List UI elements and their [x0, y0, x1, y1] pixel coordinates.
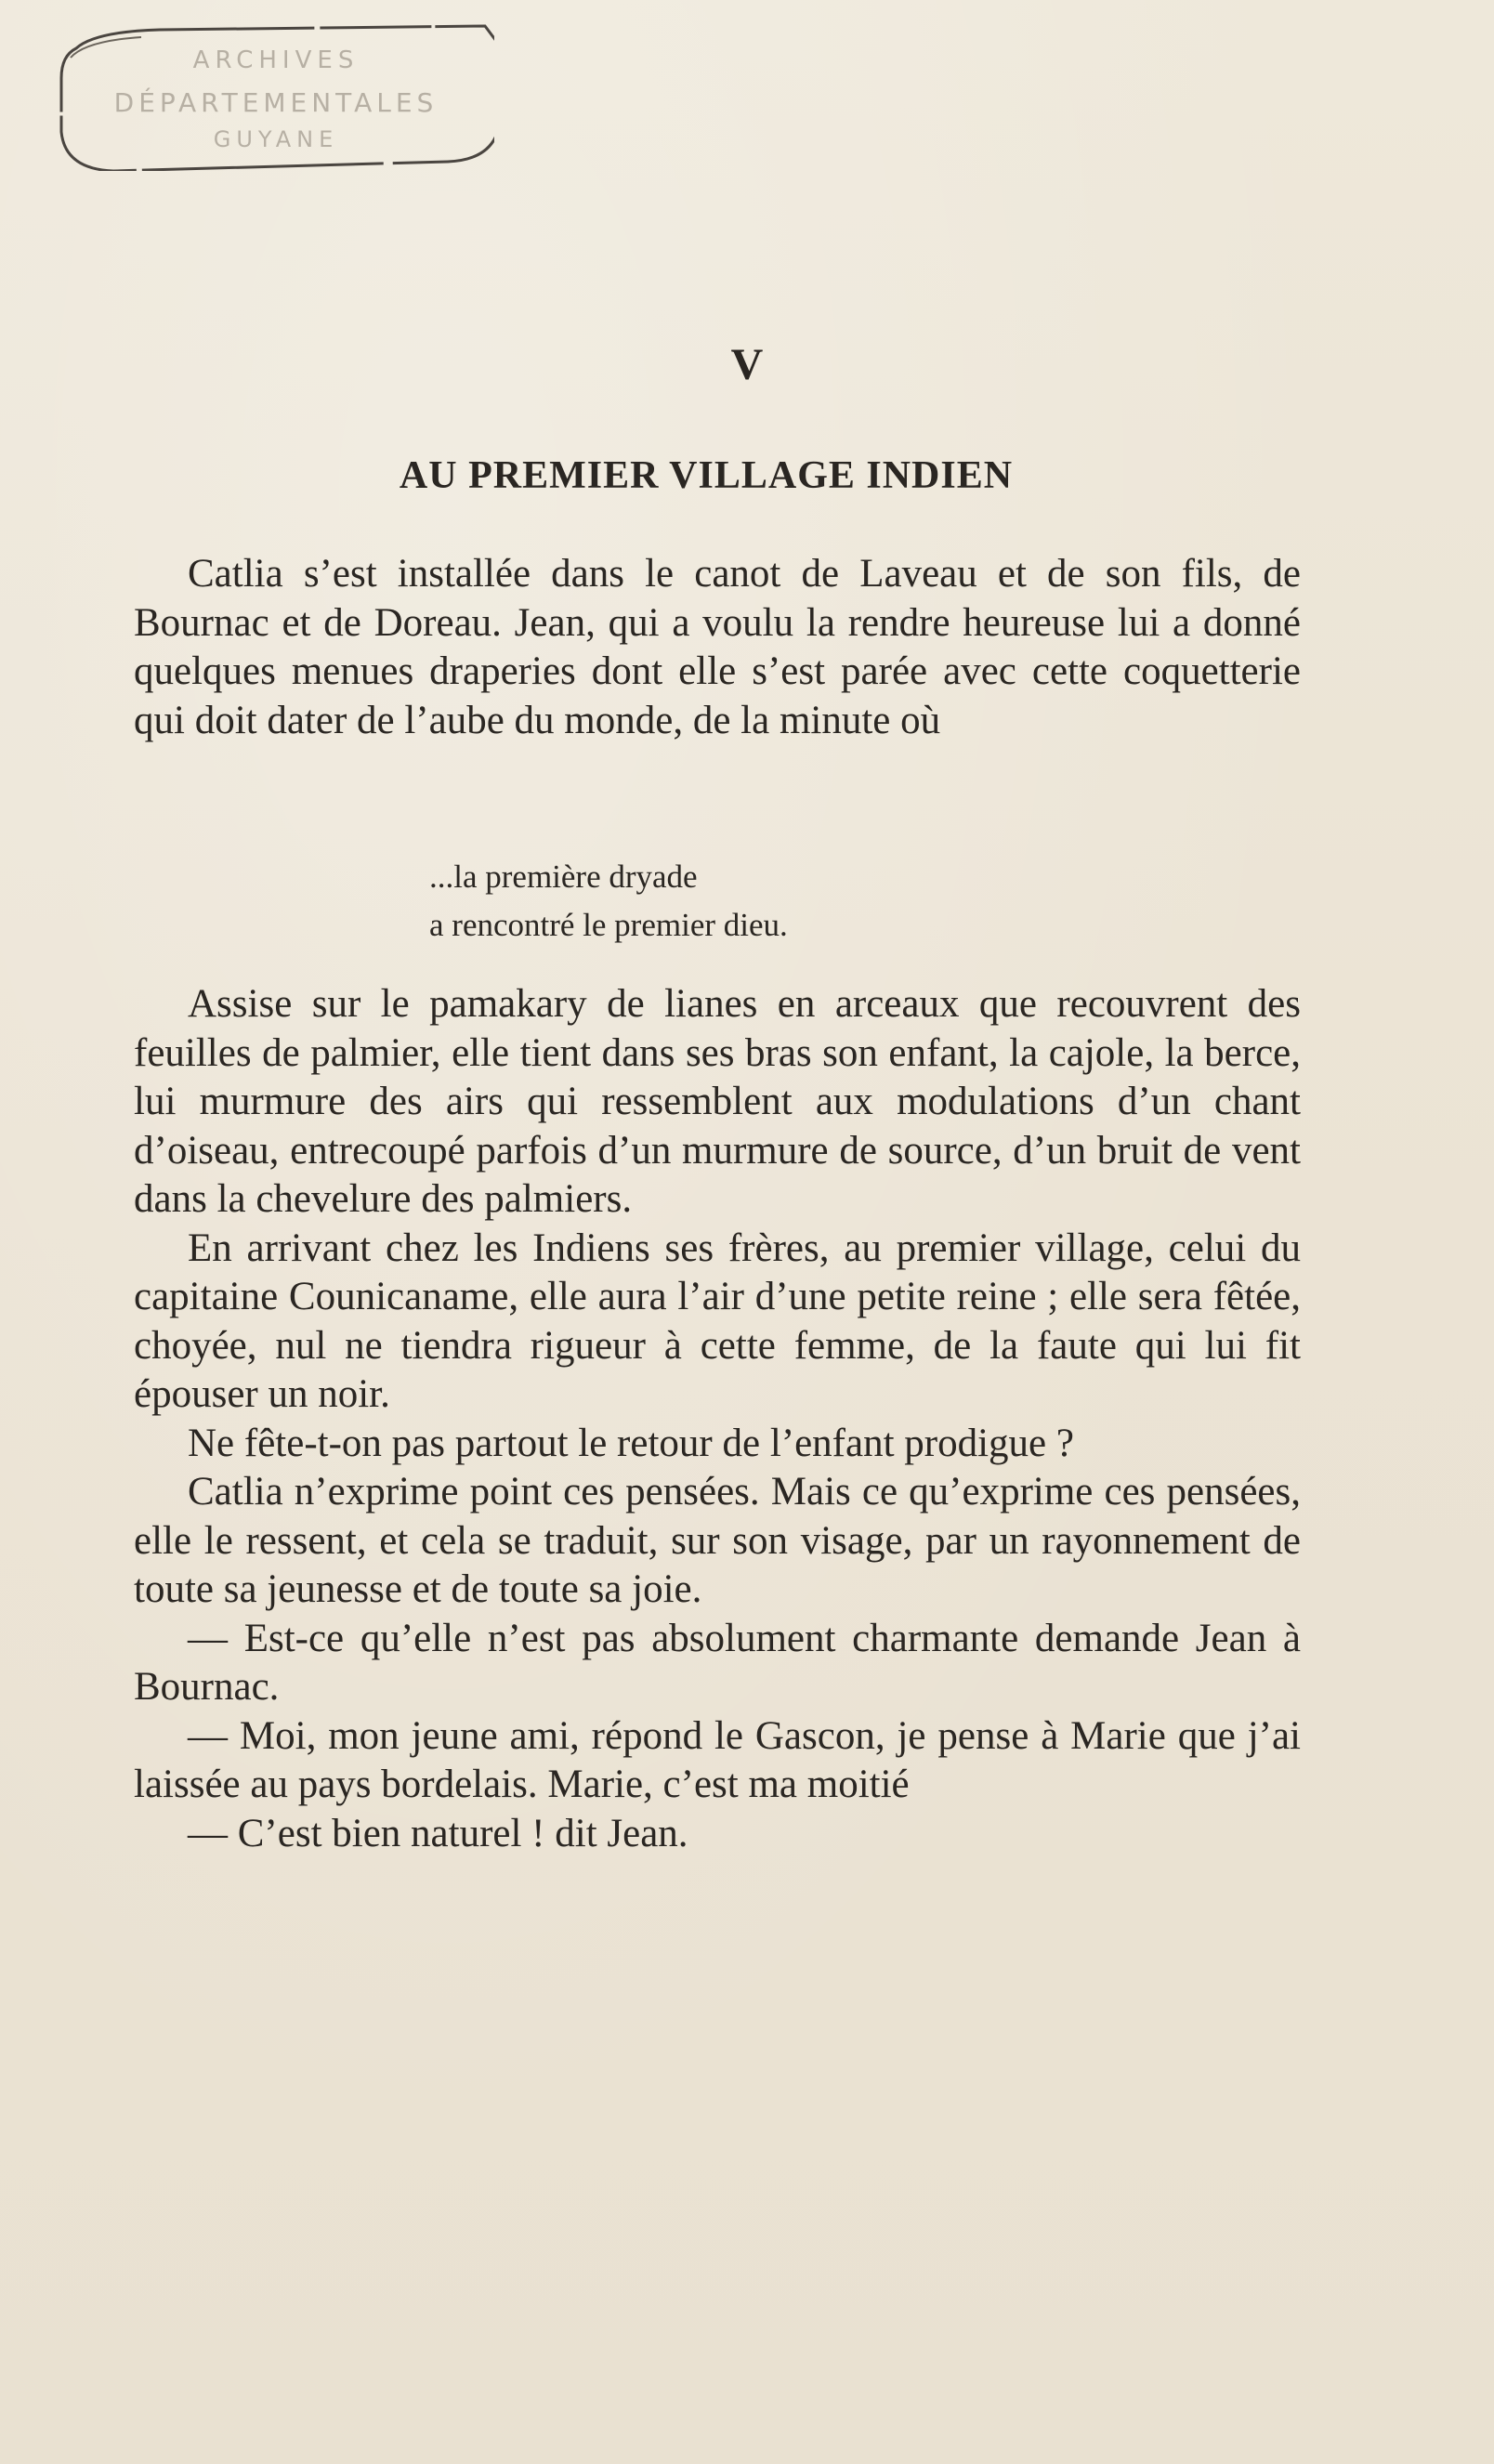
- paragraph: Catlia n’exprime point ces pensées. Mais ce qu’exprime ces pensées, elle le ressent, et cela se traduit, sur son visage, par un rayonnement de toute sa jeunesse et de toute sa joie.: [134, 1470, 1301, 1611]
- verse-line-2: a rencontré le premier dieu.: [429, 907, 788, 943]
- stamp-line-2: DÉPARTEMENTALES: [113, 87, 439, 118]
- paragraph: Ne fête-t-on pas partout le retour de l’enfant prodigue ?: [188, 1421, 1074, 1465]
- stamp-line-1: ARCHIVES: [192, 46, 360, 74]
- chapter-title: AU PREMIER VILLAGE INDIEN: [399, 454, 1014, 497]
- paragraph: Assise sur le pamakary de lianes en arceaux que recouvrent des feuilles de palmier, elle tient dans ses bras son enfant, la cajole, la berce, lui murmure des airs qui ressemblent aux modulations d’un chant d’oiseau, entrecoupé parfois d’un murmure de source, d’un bruit de vent dans la chevelure des palmiers.: [134, 982, 1301, 1221]
- paragraph: — Est-ce qu’elle n’est pas absolument charmante demande Jean à Bournac.: [134, 1616, 1301, 1709]
- paragraph: — Moi, mon jeune ami, répond le Gascon, je pense à Marie que j’ai laissée au pays bordelais. Marie, c’est ma moitié: [134, 1713, 1301, 1806]
- stamp-line-3: GUYANE: [213, 126, 339, 152]
- paragraph: Catlia s’est installée dans le canot de Laveau et de son fils, de Bournac et de Doreau. Jean, qui a voulu la rendre heureuse lui a donné quelques menues draperies dont elle s’est parée avec cette coquetterie qui doit dater de l’aube du monde, de la minute où: [134, 552, 1301, 742]
- chapter-number: V: [730, 340, 764, 389]
- paragraph: En arrivant chez les Indiens ses frères, au premier village, celui du capitaine Counicaname, elle aura l’air d’une petite reine ; elle sera fêtée, choyée, nul ne tiendra rigueur à cette femme, de la faute qui lui fit épouser un noir.: [134, 1225, 1301, 1416]
- body-text-before-verse: [134, 550, 1301, 745]
- verse-line-1: ...la première dryade: [429, 858, 698, 895]
- body-text-after-verse: [134, 980, 1301, 1858]
- paragraph: — C’est bien naturel ! dit Jean.: [188, 1811, 688, 1855]
- archive-stamp: [58, 20, 494, 171]
